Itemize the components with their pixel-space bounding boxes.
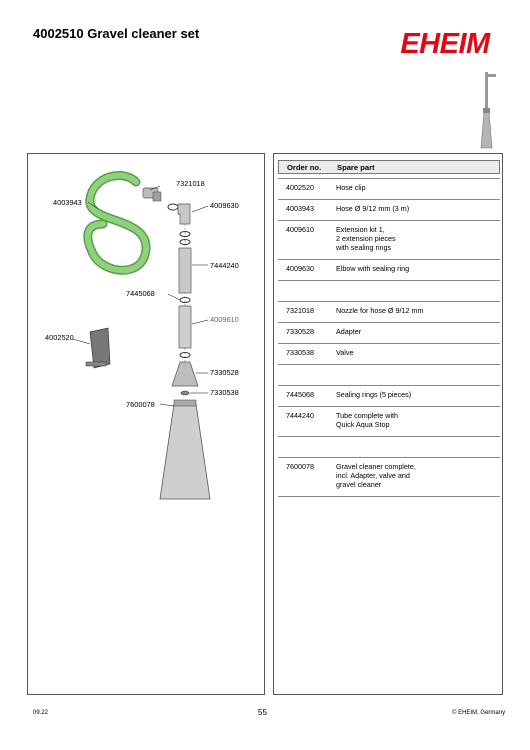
- order-number: 4003943: [286, 204, 314, 213]
- order-number: 7330538: [286, 348, 314, 357]
- drawing-label: 7330538: [210, 388, 239, 397]
- part-description: Valve: [336, 348, 354, 357]
- row-divider: [278, 178, 500, 179]
- table-header: [278, 160, 500, 174]
- drawing-label: 7600078: [126, 400, 155, 409]
- exploded-drawing-panel: [27, 153, 265, 695]
- order-number: 4009630: [286, 264, 314, 273]
- row-divider: [278, 385, 500, 386]
- tube-drawing: [179, 248, 191, 293]
- extension-drawing: [179, 306, 191, 348]
- order-number: 7321018: [286, 306, 314, 315]
- part-description: Adapter: [336, 327, 362, 336]
- row-divider: [278, 322, 500, 323]
- row-divider: [278, 364, 500, 365]
- row-divider: [278, 496, 500, 497]
- order-number: 4009610: [286, 225, 314, 234]
- drawing-label: 7444240: [210, 261, 239, 270]
- part-description: Extension kit 1, 2 extension pieces with sealing rings: [336, 225, 396, 252]
- elbow-drawing: [178, 204, 190, 224]
- part-description: Elbow with sealing ring: [336, 264, 410, 273]
- drawing-label: 7330528: [210, 368, 239, 377]
- part-description: Gravel cleaner complete, incl. Adapter, valve and gravel cleaner: [336, 462, 416, 489]
- row-divider: [278, 406, 500, 407]
- row-divider: [278, 457, 500, 458]
- drawing-label: 4002520: [45, 333, 74, 342]
- spare-parts-table: [273, 153, 503, 695]
- page-number: 55: [258, 708, 267, 717]
- gravel-cleaner-thumbnail: [474, 72, 502, 150]
- drawing-label: 4009630: [210, 201, 239, 210]
- drawing-label: 7445068: [126, 289, 155, 298]
- drawing-label: 4003943: [53, 198, 82, 207]
- order-number: 7600078: [286, 462, 314, 471]
- adapter-drawing: [172, 362, 198, 386]
- row-divider: [278, 301, 500, 302]
- row-divider: [278, 259, 500, 260]
- drawing-label: 4009610: [210, 315, 239, 324]
- row-divider: [278, 280, 500, 281]
- order-number: 7445068: [286, 390, 314, 399]
- footer-date: 09.22: [33, 710, 49, 716]
- part-description: Hose Ø 9/12 mm (3 m): [336, 204, 410, 213]
- hose-clip-drawing: [86, 328, 110, 368]
- order-number: 4002520: [286, 183, 314, 192]
- row-divider: [278, 220, 500, 221]
- order-number: 7444240: [286, 411, 314, 420]
- part-description: Hose clip: [336, 183, 366, 192]
- part-description: Sealing rings (5 pieces): [336, 390, 412, 399]
- order-number: 7330528: [286, 327, 314, 336]
- row-divider: [278, 343, 500, 344]
- column-order-no: Order no.: [287, 163, 322, 172]
- part-description: Tube complete with Quick Aqua Stop: [336, 411, 399, 429]
- footer-copyright: © EHEIM, Germany: [452, 710, 506, 716]
- nozzle-drawing: [143, 188, 161, 201]
- eheim-logo: [391, 28, 499, 58]
- cleaner-drawing: [160, 404, 210, 499]
- svg-text:EHEIM: EHEIM: [400, 28, 490, 58]
- row-divider: [278, 199, 500, 200]
- gravel-cleaner-drawing: [28, 154, 266, 696]
- part-description: Nozzle for hose Ø 9/12 mm: [336, 306, 424, 315]
- page-title: 4002510 Gravel cleaner set: [33, 26, 200, 41]
- row-divider: [278, 436, 500, 437]
- drawing-label: 7321018: [176, 179, 205, 188]
- column-spare-part: Spare part: [337, 163, 375, 172]
